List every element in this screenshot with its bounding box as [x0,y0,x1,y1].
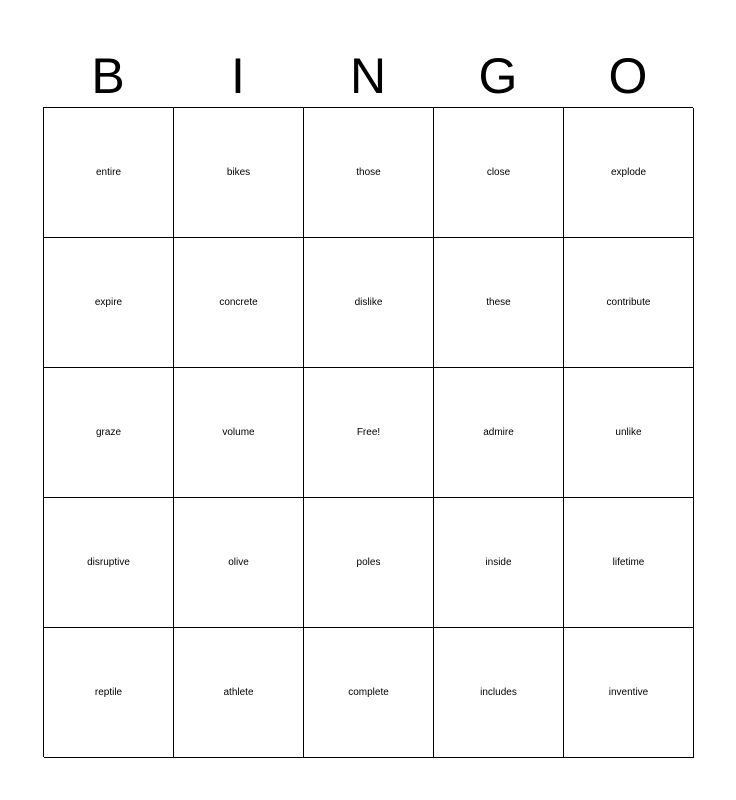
bingo-cell: poles [304,498,434,628]
bingo-cell: volume [174,368,304,498]
bingo-cell: olive [174,498,304,628]
bingo-cell: these [434,238,564,368]
bingo-cell: admire [434,368,564,498]
bingo-cell: explode [564,108,694,238]
bingo-cell: concrete [174,238,304,368]
bingo-cell: reptile [44,628,174,758]
bingo-cell: inventive [564,628,694,758]
bingo-cell: unlike [564,368,694,498]
header-letter-n: N [349,48,387,104]
bingo-cell: those [304,108,434,238]
bingo-cell: close [434,108,564,238]
bingo-cell: expire [44,238,174,368]
bingo-cell: entire [44,108,174,238]
bingo-cell: athlete [174,628,304,758]
bingo-cell: lifetime [564,498,694,628]
header-letter-i: I [231,48,245,104]
bingo-cell: includes [434,628,564,758]
bingo-cell: complete [304,628,434,758]
bingo-cell: graze [44,368,174,498]
bingo-cell: dislike [304,238,434,368]
bingo-cell: contribute [564,238,694,368]
header-letter-o: O [608,48,648,104]
header-letter-b: B [91,48,125,104]
bingo-cell: bikes [174,108,304,238]
bingo-board [43,107,693,757]
bingo-cell: inside [434,498,564,628]
bingo-cell: disruptive [44,498,174,628]
free-space-cell: Free! [304,368,434,498]
bingo-header [43,44,693,108]
header-letter-g: G [478,48,518,104]
